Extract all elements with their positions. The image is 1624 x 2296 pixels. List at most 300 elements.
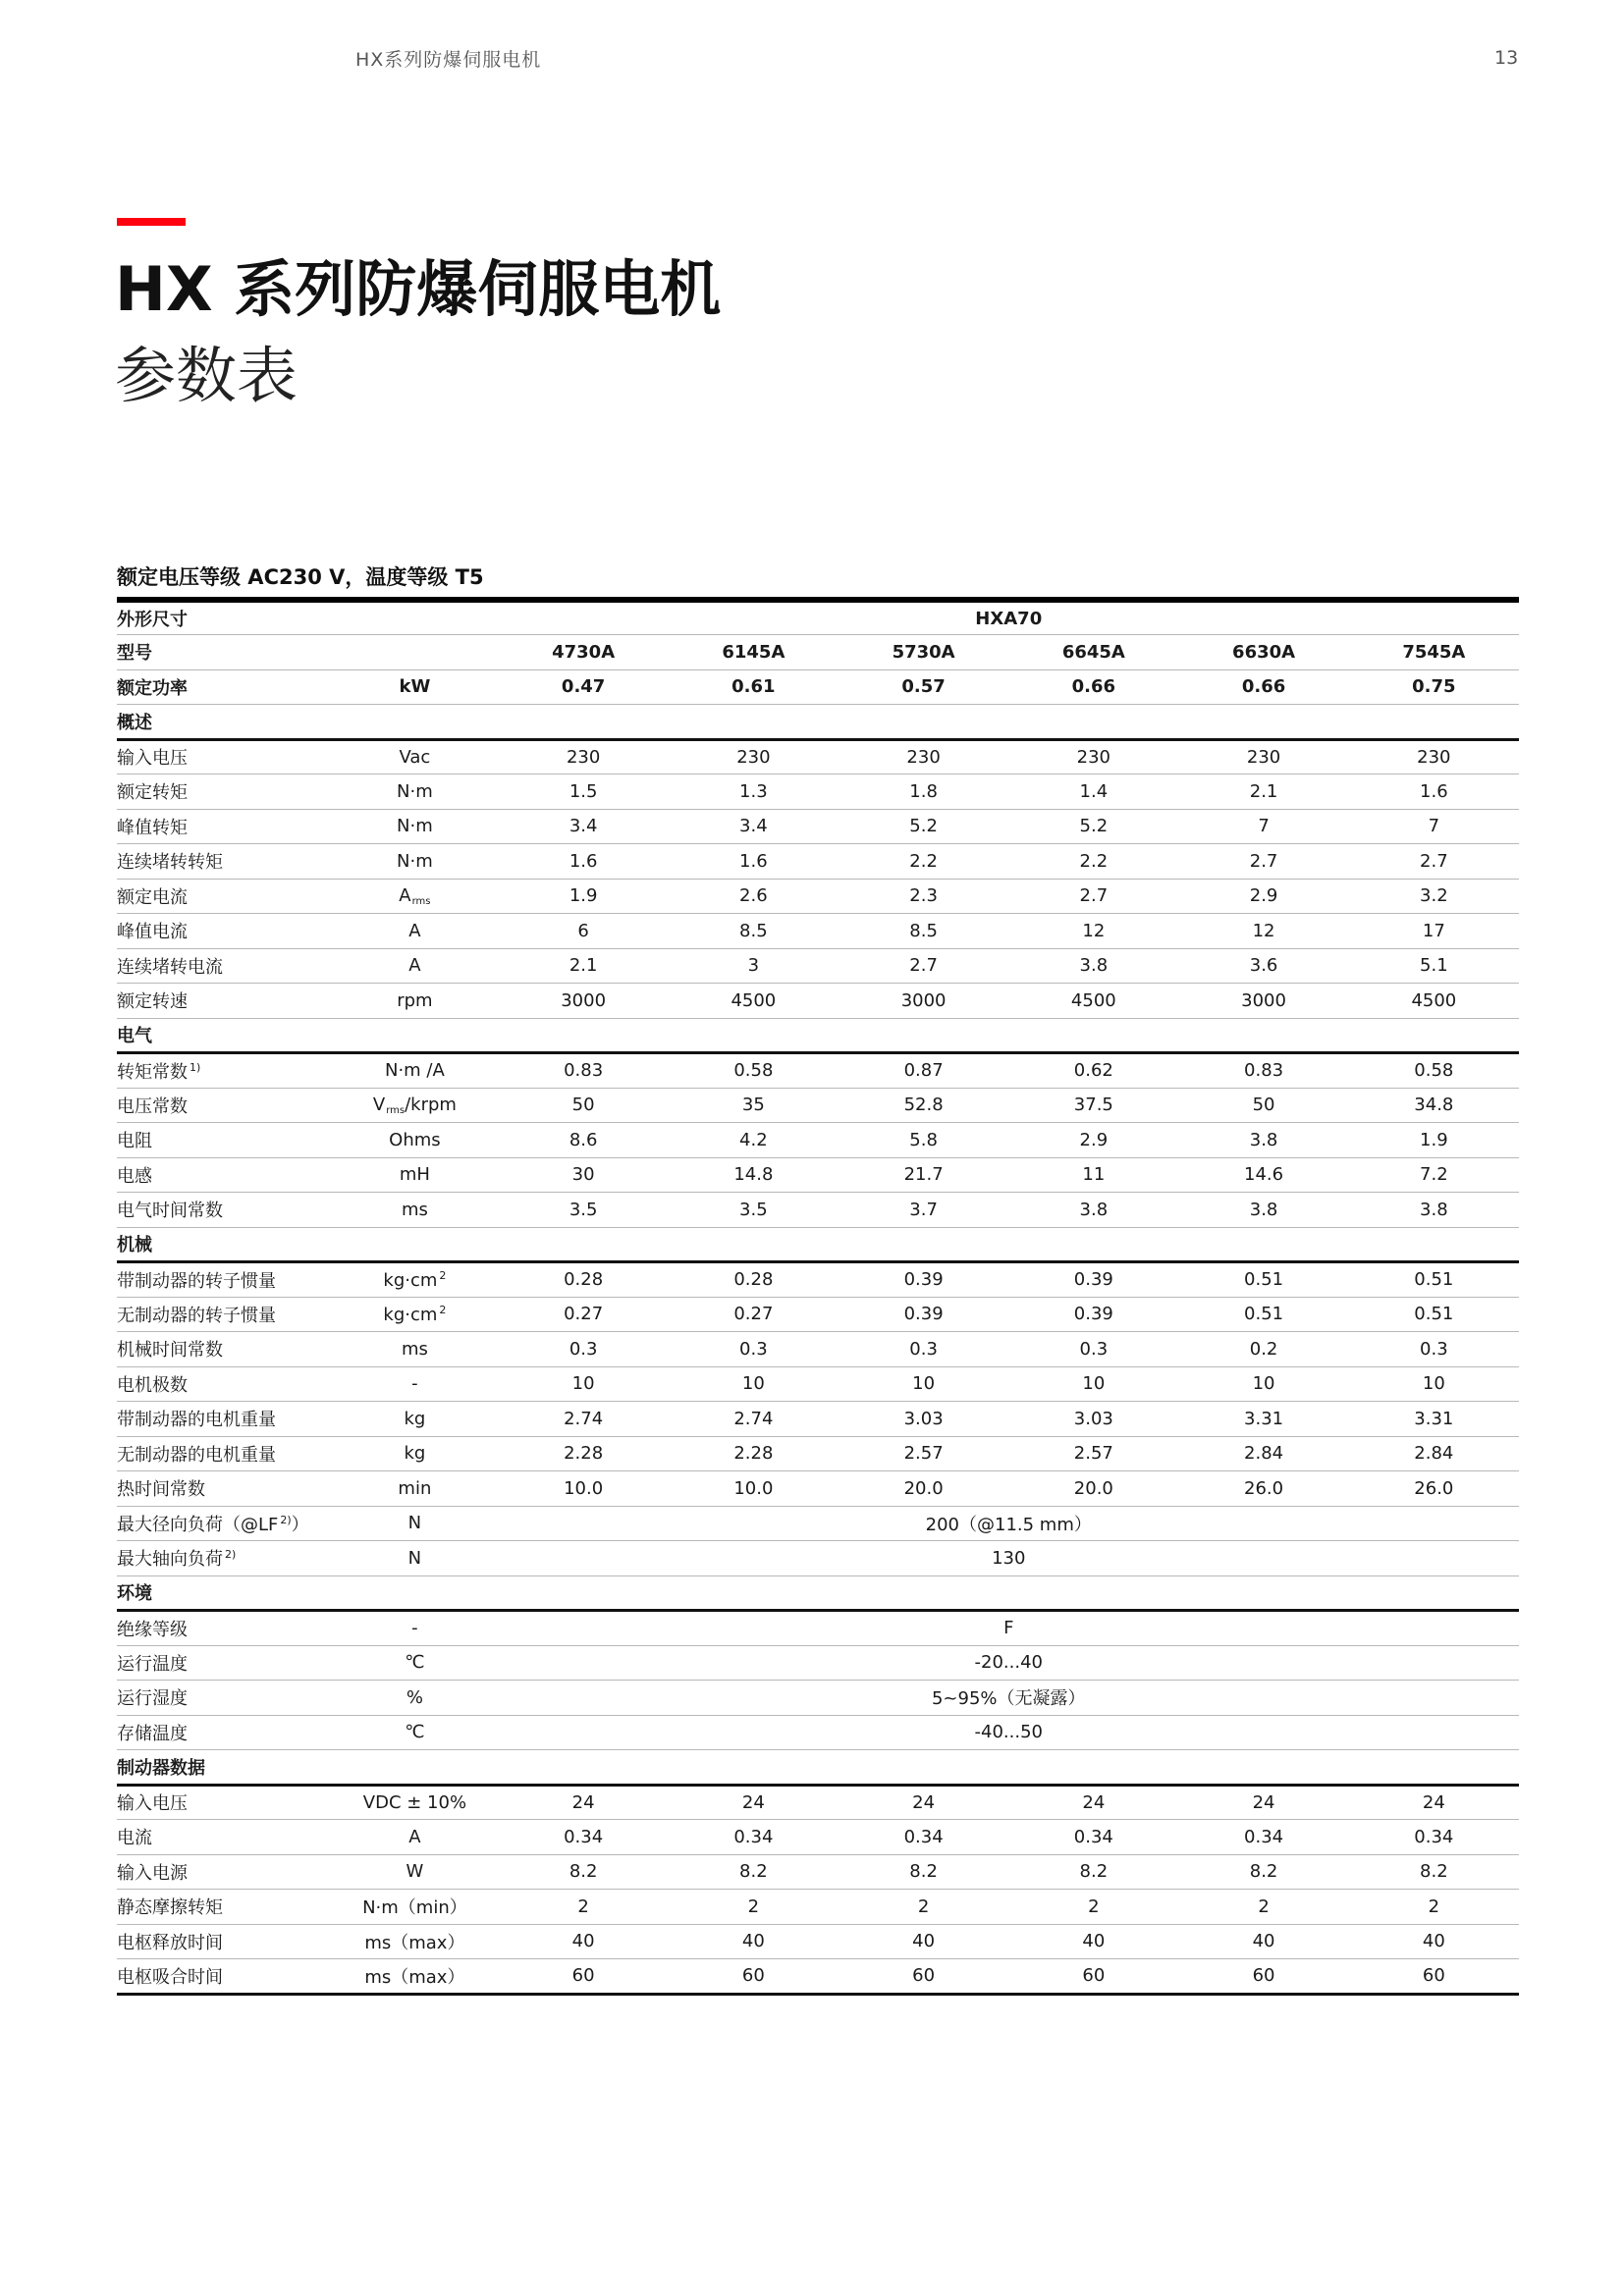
table-row xyxy=(117,1366,1519,1402)
row-label xyxy=(117,1436,331,1471)
value-cell: 8.5 xyxy=(669,914,839,949)
row-label-text: 电枢吸合时间 xyxy=(117,1966,223,1988)
value-cell: 0.39 xyxy=(839,1262,1008,1298)
value-cell: 0.3 xyxy=(1008,1332,1178,1367)
row-label-text: 电压常数 xyxy=(117,1095,188,1117)
value-cell: 0.75 xyxy=(1349,669,1519,705)
spec-table xyxy=(117,597,1519,1996)
value-cell: 3.8 xyxy=(1008,1193,1178,1228)
value-cell: 2 xyxy=(669,1890,839,1925)
unit-text: A xyxy=(408,955,421,977)
table-row xyxy=(117,1471,1519,1507)
row-label: 型号 xyxy=(117,635,331,670)
row-label-text: 输入电压 xyxy=(117,1793,188,1815)
table-row xyxy=(117,879,1519,914)
page-title: HX 系列防爆伺服电机 xyxy=(115,253,722,325)
value-cell: 3.5 xyxy=(499,1193,669,1228)
value-cell: 2 xyxy=(1178,1890,1348,1925)
table-row xyxy=(117,1402,1519,1437)
value-cell: 10 xyxy=(839,1366,1008,1402)
row-label-text: 额定转速 xyxy=(117,991,188,1013)
row-label-text: 绝缘等级 xyxy=(117,1619,188,1640)
table-row xyxy=(117,1053,1519,1089)
value-cell: 2.84 xyxy=(1349,1436,1519,1471)
value-cell: 60 xyxy=(1178,1959,1348,1995)
table-row xyxy=(117,1297,1519,1332)
unit-cell: kW xyxy=(331,669,498,705)
value-cell: 0.2 xyxy=(1178,1332,1348,1367)
unit-text: VDC ± 10% xyxy=(362,1791,467,1813)
value-cell: 0.66 xyxy=(1178,669,1348,705)
value-cell: 1.9 xyxy=(499,879,669,914)
unit-text: N·m xyxy=(397,816,433,837)
model-cell: 5730A xyxy=(839,635,1008,670)
table-row xyxy=(117,1506,1519,1541)
row-label-text: 热时间常数 xyxy=(117,1479,205,1501)
value-cell: 3 xyxy=(669,948,839,984)
value-cell: 5.2 xyxy=(1008,809,1178,844)
value-cell: 0.34 xyxy=(669,1820,839,1855)
row-label-text: 电枢释放时间 xyxy=(117,1932,223,1953)
table-row xyxy=(117,914,1519,949)
value-cell: 5.2 xyxy=(839,809,1008,844)
value-cell: 2.7 xyxy=(1349,844,1519,880)
value-cell: 10 xyxy=(499,1366,669,1402)
value-cell: 2.9 xyxy=(1178,879,1348,914)
value-cell: 2.57 xyxy=(1008,1436,1178,1471)
value-cell: 8.2 xyxy=(1178,1854,1348,1890)
table-row xyxy=(117,984,1519,1019)
value-cell: 0.51 xyxy=(1349,1262,1519,1298)
table-row xyxy=(117,1924,1519,1959)
value-cell: 0.34 xyxy=(1178,1820,1348,1855)
row-label-text: 电气时间常数 xyxy=(117,1201,223,1222)
section-row xyxy=(117,1018,1519,1053)
row-label xyxy=(117,1959,331,1995)
page-number: 13 xyxy=(1494,47,1519,69)
merged-value-cell: 130 xyxy=(499,1541,1519,1576)
row-label xyxy=(117,1611,331,1646)
row-label xyxy=(117,1157,331,1193)
value-cell: 24 xyxy=(1008,1785,1178,1820)
unit-text: W xyxy=(406,1861,424,1883)
value-cell: 1.4 xyxy=(1008,774,1178,810)
value-cell: 0.83 xyxy=(499,1053,669,1089)
value-cell: 40 xyxy=(1349,1924,1519,1959)
row-label xyxy=(117,1088,331,1123)
value-cell: 4.2 xyxy=(669,1123,839,1158)
value-cell: 0.66 xyxy=(1008,669,1178,705)
unit-subscript: rms xyxy=(411,895,431,907)
value-cell: 1.3 xyxy=(669,774,839,810)
value-cell: 0.39 xyxy=(839,1297,1008,1332)
row-label-text: 电机极数 xyxy=(117,1374,188,1396)
value-cell: 3.2 xyxy=(1349,879,1519,914)
value-cell: 0.3 xyxy=(839,1332,1008,1367)
row-label-text: 无制动器的电机重量 xyxy=(117,1444,276,1466)
unit-cell xyxy=(331,809,498,844)
row-label xyxy=(117,809,331,844)
row-label xyxy=(117,1681,331,1716)
unit-superscript: 2 xyxy=(439,1303,447,1316)
unit-cell xyxy=(331,1611,498,1646)
row-label-text: 电感 xyxy=(117,1165,152,1187)
row-label-text: 输入电压 xyxy=(117,748,188,770)
value-cell: 0.83 xyxy=(1178,1053,1348,1089)
value-cell: 26.0 xyxy=(1349,1471,1519,1507)
accent-bar xyxy=(117,218,186,226)
unit-cell xyxy=(331,1785,498,1820)
table-row xyxy=(117,809,1519,844)
row-label xyxy=(117,1193,331,1228)
value-cell: 3.31 xyxy=(1178,1402,1348,1437)
table-row xyxy=(117,1262,1519,1298)
merged-value-cell: F xyxy=(499,1611,1519,1646)
frame-value: HXA70 xyxy=(499,600,1519,635)
row-label xyxy=(117,1506,331,1541)
row-label-text: 连续堵转电流 xyxy=(117,956,223,978)
value-cell: 0.34 xyxy=(499,1820,669,1855)
footnote-marker: 2) xyxy=(225,1548,237,1562)
table-row xyxy=(117,844,1519,880)
unit-text: Vac xyxy=(399,746,431,768)
value-cell: 2.7 xyxy=(1178,844,1348,880)
value-cell: 0.27 xyxy=(499,1297,669,1332)
unit-text: kg xyxy=(404,1408,426,1429)
unit-cell xyxy=(331,984,498,1019)
value-cell: 0.34 xyxy=(1008,1820,1178,1855)
value-cell: 0.58 xyxy=(1349,1053,1519,1089)
value-cell: 52.8 xyxy=(839,1088,1008,1123)
row-label-text: 电流 xyxy=(117,1828,152,1849)
value-cell: 2.2 xyxy=(839,844,1008,880)
unit-suffix: /krpm xyxy=(405,1094,457,1115)
row-label xyxy=(117,984,331,1019)
value-cell: 0.28 xyxy=(669,1262,839,1298)
value-cell: 3.31 xyxy=(1349,1402,1519,1437)
row-label xyxy=(117,1854,331,1890)
value-cell: 5.1 xyxy=(1349,948,1519,984)
unit-text: Ohms xyxy=(389,1129,441,1150)
value-cell: 0.58 xyxy=(669,1053,839,1089)
value-cell: 0.27 xyxy=(669,1297,839,1332)
value-cell: 0.62 xyxy=(1008,1053,1178,1089)
unit-cell xyxy=(331,948,498,984)
value-cell: 1.9 xyxy=(1349,1123,1519,1158)
value-cell: 3.03 xyxy=(839,1402,1008,1437)
value-cell: 2.7 xyxy=(1008,879,1178,914)
value-cell: 2.74 xyxy=(669,1402,839,1437)
rated-power-row xyxy=(117,669,1519,705)
row-label-text: 电阻 xyxy=(117,1131,152,1152)
unit-text: N·m xyxy=(397,780,433,802)
value-cell: 14.6 xyxy=(1178,1157,1348,1193)
row-label-text: 输入电源 xyxy=(117,1862,188,1884)
value-cell: 0.51 xyxy=(1178,1297,1348,1332)
value-cell: 2 xyxy=(1349,1890,1519,1925)
row-label-end: ） xyxy=(291,1514,309,1535)
value-cell: 0.39 xyxy=(1008,1297,1178,1332)
footnote-marker: 1) xyxy=(189,1060,201,1074)
table-row xyxy=(117,1611,1519,1646)
value-cell: 2.74 xyxy=(499,1402,669,1437)
table-row xyxy=(117,1715,1519,1750)
value-cell: 3.7 xyxy=(839,1193,1008,1228)
unit-cell xyxy=(331,1402,498,1437)
value-cell: 10 xyxy=(1008,1366,1178,1402)
table-row xyxy=(117,1541,1519,1576)
row-label xyxy=(117,948,331,984)
value-cell: 34.8 xyxy=(1349,1088,1519,1123)
value-cell: 5.8 xyxy=(839,1123,1008,1158)
value-cell: 3000 xyxy=(499,984,669,1019)
row-label-text: 静态摩擦转矩 xyxy=(117,1897,223,1919)
value-cell: 3.4 xyxy=(499,809,669,844)
row-label-text: 转矩常数 xyxy=(117,1061,188,1083)
unit-text: min xyxy=(398,1477,432,1499)
value-cell: 24 xyxy=(1178,1785,1348,1820)
unit-cell xyxy=(331,1715,498,1750)
value-cell: 3.6 xyxy=(1178,948,1348,984)
row-label-text: 连续堵转转矩 xyxy=(117,852,223,874)
value-cell: 40 xyxy=(669,1924,839,1959)
unit-cell xyxy=(331,1193,498,1228)
row-label-text: 带制动器的电机重量 xyxy=(117,1410,276,1431)
value-cell: 50 xyxy=(499,1088,669,1123)
row-label-text: 机械时间常数 xyxy=(117,1340,223,1362)
table-caption: 额定电压等级 AC230 V，温度等级 T5 xyxy=(117,565,484,589)
unit-cell xyxy=(331,1436,498,1471)
unit-text: - xyxy=(411,1618,418,1639)
row-label xyxy=(117,914,331,949)
value-cell: 2.28 xyxy=(669,1436,839,1471)
value-cell: 8.2 xyxy=(1008,1854,1178,1890)
value-cell: 10.0 xyxy=(669,1471,839,1507)
table-row xyxy=(117,1820,1519,1855)
value-cell: 230 xyxy=(1349,739,1519,774)
value-cell: 3.03 xyxy=(1008,1402,1178,1437)
unit-symbol: V xyxy=(372,1094,386,1115)
table-row xyxy=(117,1854,1519,1890)
unit-text: A xyxy=(408,1826,421,1847)
value-cell: 60 xyxy=(839,1959,1008,1995)
value-cell: 7.2 xyxy=(1349,1157,1519,1193)
value-cell: 2.84 xyxy=(1178,1436,1348,1471)
row-label xyxy=(117,774,331,810)
unit-cell xyxy=(331,914,498,949)
merged-value-cell: -40...50 xyxy=(499,1715,1519,1750)
unit-cell xyxy=(331,1959,498,1995)
table-row xyxy=(117,1193,1519,1228)
value-cell: 1.6 xyxy=(1349,774,1519,810)
unit-cell xyxy=(331,739,498,774)
value-cell: 2.3 xyxy=(839,879,1008,914)
unit-text: N·m /A xyxy=(384,1060,445,1082)
value-cell: 230 xyxy=(669,739,839,774)
table-row xyxy=(117,1959,1519,1995)
value-cell: 10 xyxy=(669,1366,839,1402)
unit-text: - xyxy=(411,1373,418,1395)
unit-cell xyxy=(331,1506,498,1541)
value-cell: 60 xyxy=(669,1959,839,1995)
row-label xyxy=(117,1471,331,1507)
unit-text: N xyxy=(407,1513,422,1534)
row-label-text: 运行湿度 xyxy=(117,1688,188,1710)
value-cell: 3.5 xyxy=(669,1193,839,1228)
value-cell: 10 xyxy=(1178,1366,1348,1402)
unit-cell xyxy=(331,1297,498,1332)
table-row xyxy=(117,1123,1519,1158)
value-cell: 0.57 xyxy=(839,669,1008,705)
value-cell: 21.7 xyxy=(839,1157,1008,1193)
section-row xyxy=(117,1750,1519,1786)
unit-text: ℃ xyxy=(405,1722,425,1743)
table-row xyxy=(117,1890,1519,1925)
value-cell: 10.0 xyxy=(499,1471,669,1507)
value-cell: 40 xyxy=(839,1924,1008,1959)
value-cell: 0.3 xyxy=(669,1332,839,1367)
value-cell: 1.6 xyxy=(499,844,669,880)
value-cell: 24 xyxy=(1349,1785,1519,1820)
value-cell: 0.34 xyxy=(1349,1820,1519,1855)
value-cell: 1.6 xyxy=(669,844,839,880)
value-cell: 40 xyxy=(499,1924,669,1959)
unit-cell xyxy=(331,879,498,914)
value-cell: 2.1 xyxy=(499,948,669,984)
row-label-text: 峰值转矩 xyxy=(117,817,188,838)
value-cell: 3.8 xyxy=(1178,1193,1348,1228)
unit-text: rpm xyxy=(397,989,433,1011)
value-cell: 0.39 xyxy=(1008,1262,1178,1298)
value-cell: 40 xyxy=(1178,1924,1348,1959)
table-row xyxy=(117,1332,1519,1367)
unit-cell xyxy=(331,1820,498,1855)
value-cell: 11 xyxy=(1008,1157,1178,1193)
value-cell: 12 xyxy=(1178,914,1348,949)
value-cell: 8.2 xyxy=(499,1854,669,1890)
value-cell: 3.8 xyxy=(1349,1193,1519,1228)
value-cell: 12 xyxy=(1008,914,1178,949)
value-cell: 230 xyxy=(1178,739,1348,774)
model-cell: 6645A xyxy=(1008,635,1178,670)
unit-cell xyxy=(331,1890,498,1925)
value-cell: 26.0 xyxy=(1178,1471,1348,1507)
model-cell: 7545A xyxy=(1349,635,1519,670)
value-cell: 60 xyxy=(1349,1959,1519,1995)
table-row xyxy=(117,1681,1519,1716)
row-label-text: 最大轴向负荷 xyxy=(117,1549,223,1571)
row-label xyxy=(117,1402,331,1437)
frame-row xyxy=(117,600,1519,635)
value-cell: 4500 xyxy=(1349,984,1519,1019)
table-row xyxy=(117,774,1519,810)
value-cell: 24 xyxy=(499,1785,669,1820)
value-cell: 4500 xyxy=(669,984,839,1019)
value-cell: 230 xyxy=(839,739,1008,774)
value-cell: 8.5 xyxy=(839,914,1008,949)
unit-text: kg xyxy=(404,1443,426,1465)
table-row xyxy=(117,739,1519,774)
value-cell: 2.2 xyxy=(1008,844,1178,880)
unit-text: ms xyxy=(401,1338,428,1360)
merged-value-cell: 200（@11.5 mm） xyxy=(499,1506,1519,1541)
row-label xyxy=(117,1715,331,1750)
row-label: 外形尺寸 xyxy=(117,600,331,635)
unit-cell xyxy=(331,1053,498,1089)
value-cell: 230 xyxy=(1008,739,1178,774)
section-row xyxy=(117,1227,1519,1262)
row-label xyxy=(117,739,331,774)
row-label xyxy=(117,879,331,914)
unit-text: kg·cm xyxy=(383,1304,438,1325)
value-cell: 3000 xyxy=(1178,984,1348,1019)
model-cell: 6145A xyxy=(669,635,839,670)
row-label xyxy=(117,1366,331,1402)
value-cell: 2.6 xyxy=(669,879,839,914)
unit-subscript: rms xyxy=(386,1104,406,1116)
value-cell: 2.1 xyxy=(1178,774,1348,810)
value-cell: 7 xyxy=(1349,809,1519,844)
value-cell: 230 xyxy=(499,739,669,774)
value-cell: 24 xyxy=(839,1785,1008,1820)
value-cell: 30 xyxy=(499,1157,669,1193)
unit-text: A xyxy=(399,884,411,906)
unit-cell xyxy=(331,1157,498,1193)
unit-text: ms（max） xyxy=(364,1932,465,1953)
unit-text: ms（max） xyxy=(364,1966,465,1988)
section-row xyxy=(117,1575,1519,1611)
value-cell: 2 xyxy=(839,1890,1008,1925)
table-row xyxy=(117,1645,1519,1681)
table-row xyxy=(117,1088,1519,1123)
row-label xyxy=(117,1262,331,1298)
unit-text: kg·cm xyxy=(383,1269,438,1291)
row-label xyxy=(117,1785,331,1820)
unit-cell xyxy=(331,844,498,880)
merged-value-cell: 5~95%（无凝露） xyxy=(499,1681,1519,1716)
value-cell: 7 xyxy=(1178,809,1348,844)
value-cell: 2 xyxy=(1008,1890,1178,1925)
unit-text: N xyxy=(407,1547,422,1569)
model-cell: 6630A xyxy=(1178,635,1348,670)
section-heading: 概述 xyxy=(117,705,1519,740)
row-label xyxy=(117,1541,331,1576)
row-label xyxy=(117,1890,331,1925)
unit-text: % xyxy=(406,1686,423,1708)
value-cell: 0.3 xyxy=(1349,1332,1519,1367)
value-cell: 0.3 xyxy=(499,1332,669,1367)
running-title: HX系列防爆伺服电机 xyxy=(355,49,542,71)
unit-text: N·m（min） xyxy=(362,1897,467,1919)
row-label xyxy=(117,844,331,880)
unit-text: ℃ xyxy=(405,1652,425,1674)
unit-cell xyxy=(331,1645,498,1681)
value-cell: 2.57 xyxy=(839,1436,1008,1471)
value-cell: 8.2 xyxy=(1349,1854,1519,1890)
row-label-text: 存储温度 xyxy=(117,1723,188,1744)
row-label-text: 运行温度 xyxy=(117,1653,188,1675)
value-cell: 0.51 xyxy=(1178,1262,1348,1298)
value-cell: 20.0 xyxy=(839,1471,1008,1507)
unit-text: mH xyxy=(399,1164,430,1186)
model-cell: 4730A xyxy=(499,635,669,670)
value-cell: 0.87 xyxy=(839,1053,1008,1089)
section-heading: 电气 xyxy=(117,1018,1519,1053)
value-cell: 4500 xyxy=(1008,984,1178,1019)
value-cell: 50 xyxy=(1178,1088,1348,1123)
value-cell: 60 xyxy=(1008,1959,1178,1995)
value-cell: 0.28 xyxy=(499,1262,669,1298)
